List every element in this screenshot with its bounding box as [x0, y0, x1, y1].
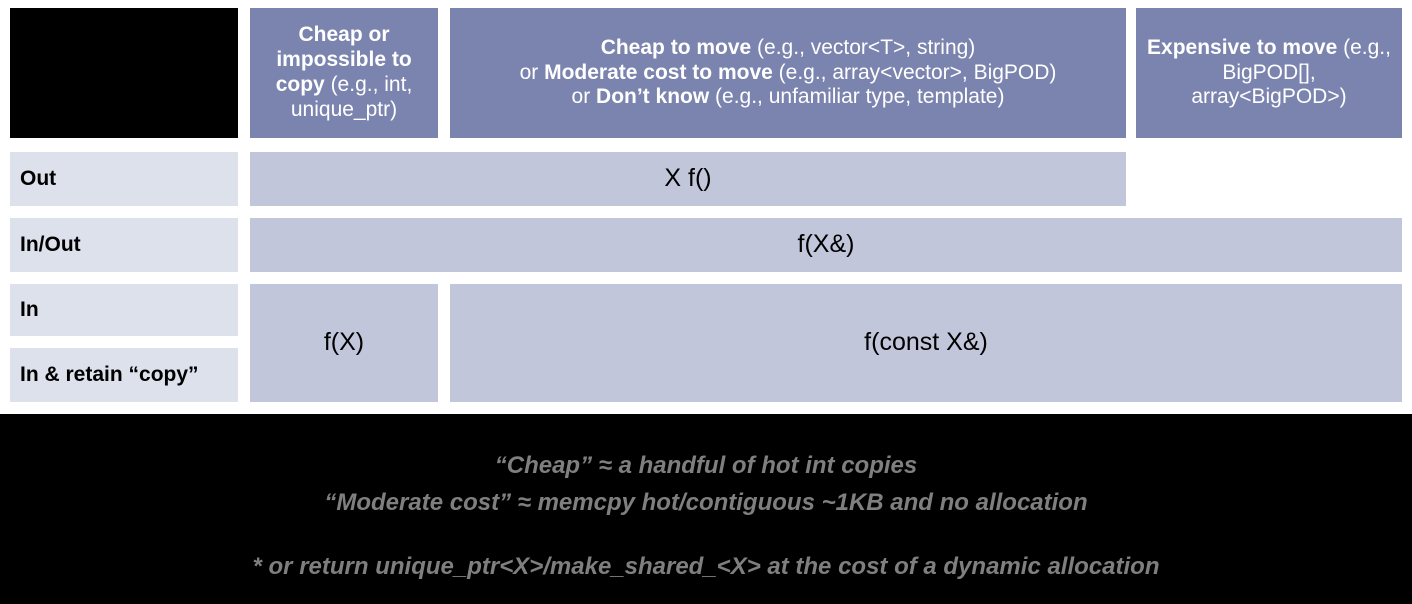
row-label-in-and-retain-copy: In & retain “copy”	[10, 348, 238, 402]
row-label-in-out: In/Out	[10, 218, 238, 272]
row-label-out: Out	[10, 152, 238, 206]
row-label-in: In	[10, 284, 238, 336]
footnote-cheap-definition: “Cheap” ≈ a handful of hot int copies	[494, 452, 918, 479]
column-header-cheap-to-move	[450, 8, 1126, 138]
footnote-return-smart-pointer: * or return unique_ptr<X>/make_shared_<X> at the cost of a dynamic allocation	[252, 553, 1160, 580]
table-corner-cell	[10, 8, 238, 138]
header-rest-text: (e.g., vector<T>, string)	[751, 35, 976, 59]
header-rest-text: (e.g., int, unique_ptr)	[290, 73, 413, 121]
cell-out-return-by-value: X f()	[250, 152, 1126, 206]
header-strong-text: Moderate cost to move	[544, 60, 773, 84]
column-header-cheap-or-impossible-to-copy	[250, 8, 438, 138]
header-prefix-text: or	[519, 60, 545, 84]
header-rest-text: (e.g., unfamiliar type, template)	[709, 85, 1005, 109]
footnote-moderate-cost-definition: “Moderate cost” ≈ memcpy hot/contiguous ~1KB and no allocation	[324, 489, 1088, 516]
footnotes	[0, 414, 1412, 604]
header-rest-text: (e.g., BigPOD[], array<BigPOD>)	[1191, 35, 1391, 109]
cell-in-out-nonconst-ref: f(X&)	[250, 218, 1402, 272]
header-rest-text: (e.g., array<vector>, BigPOD)	[772, 60, 1057, 84]
cell-in-const-ref: f(const X&)	[450, 284, 1402, 402]
header-strong-text: Cheap to move	[600, 35, 752, 59]
cell-in-by-value: f(X)	[250, 284, 438, 402]
header-strong-text: Don’t know	[596, 85, 710, 109]
header-strong-text: Expensive to move	[1147, 35, 1338, 59]
column-header-expensive-to-move	[1136, 8, 1402, 138]
header-prefix-text: or	[571, 85, 597, 109]
header-strong-text: Cheap or impossible to copy	[275, 23, 412, 96]
